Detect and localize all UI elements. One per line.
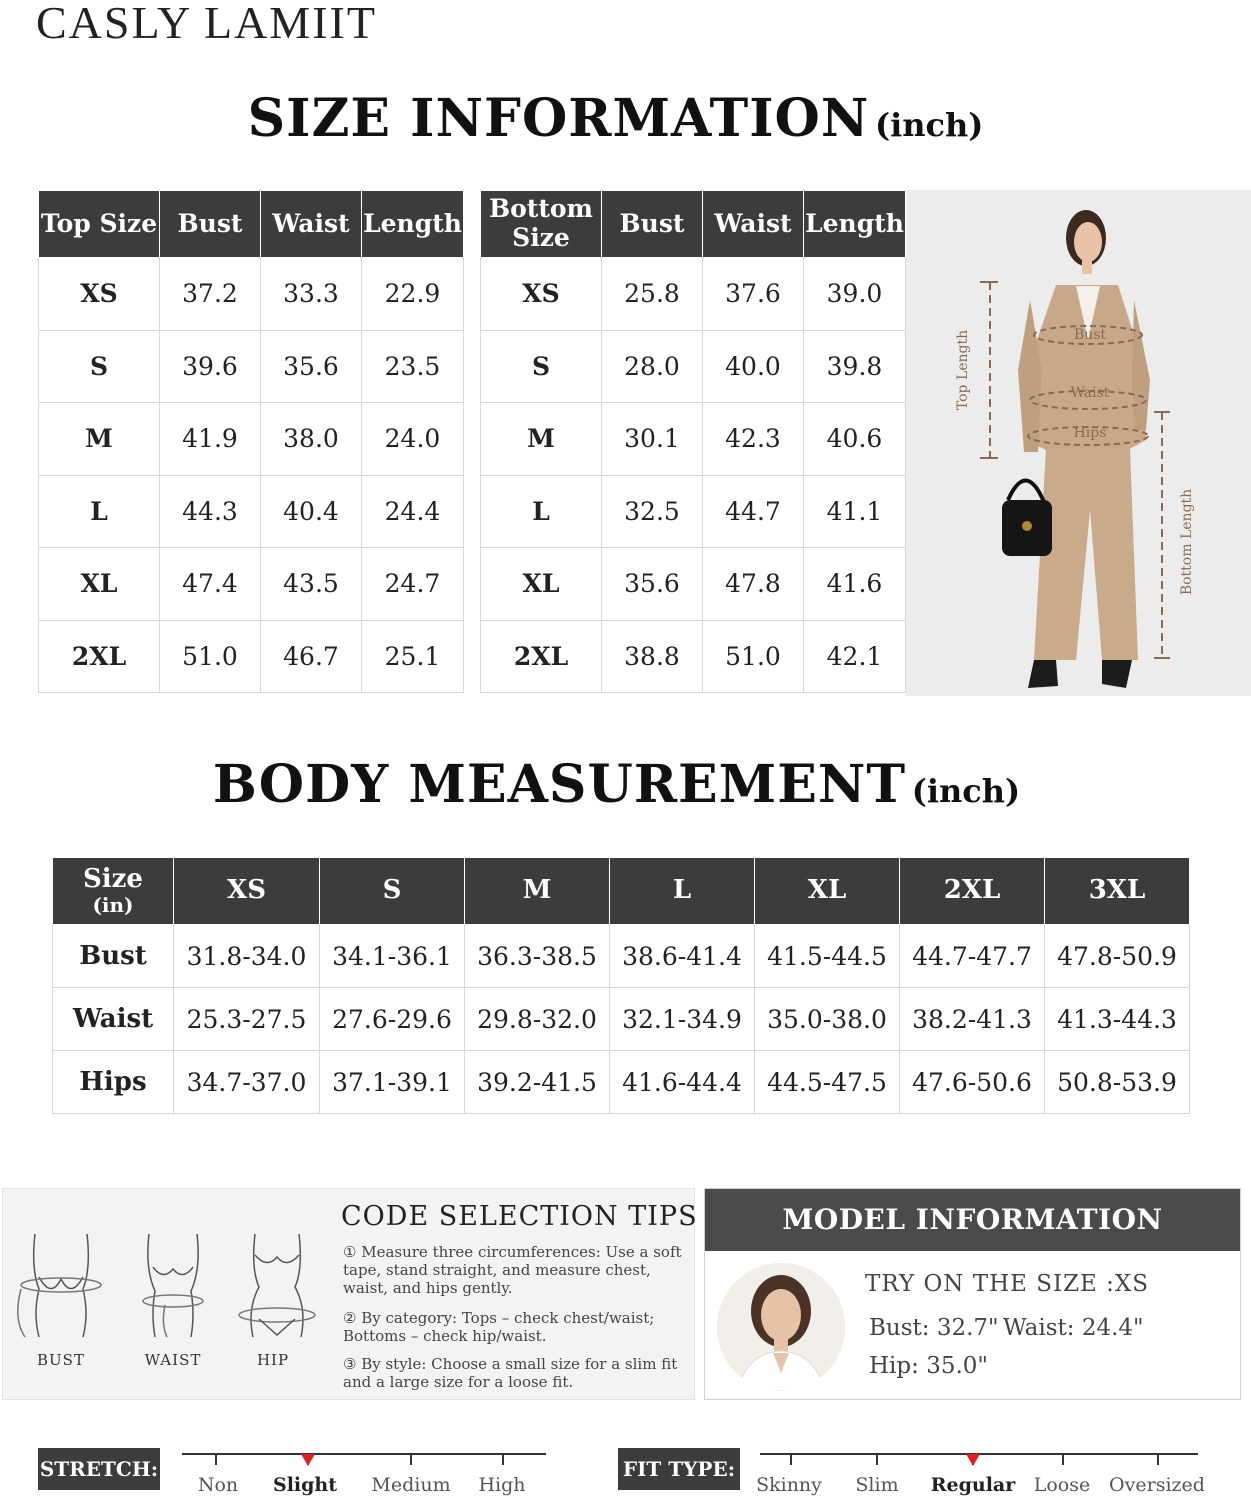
measurement-cell: 24.4 [362,475,464,548]
top-length-label: Top Length [955,329,971,411]
size-label-cell: S [39,330,160,403]
bottom-size-table [480,190,906,693]
measurement-cell: 37.1-39.1 [320,1051,465,1114]
measurement-cell: 25.1 [362,620,464,693]
measurement-cell: 34.7-37.0 [174,1051,320,1114]
waist-figure-label: WAIST [144,1351,202,1369]
bust-figure-label: BUST [37,1351,85,1369]
measurement-cell: 35.6 [261,330,362,403]
model-waist: Waist: 24.4" [1003,1315,1144,1341]
body-measurement-unit: (inch) [911,772,1021,810]
model-information-panel [704,1188,1241,1400]
size-column-header: L [610,858,755,925]
measurement-cell: 47.6-50.6 [900,1051,1045,1114]
size-label-cell: 2XL [481,620,602,693]
bust-label: Bust [1073,327,1107,343]
measurement-cell: 36.3-38.5 [465,925,610,988]
table-row [481,620,906,693]
scale-tick [1062,1453,1064,1465]
measurement-cell: 32.5 [602,475,703,548]
measurement-cell: 24.7 [362,548,464,621]
hip-figure-icon [229,1229,325,1339]
measurement-cell: 23.5 [362,330,464,403]
measurement-cell: 39.0 [804,258,906,331]
tips-title: CODE SELECTION TIPS [341,1201,698,1232]
waist-label: Waist [1070,385,1110,401]
measurement-cell: 44.7-47.7 [900,925,1045,988]
measurement-cell: 40.0 [703,330,804,403]
tip-item: ③ By style: Choose a small size for a slim fit and a large size for a loose fit. [343,1355,678,1391]
table-row [53,925,1190,988]
measurement-label-cell: Hips [53,1051,174,1114]
measurement-cell: 22.9 [362,258,464,331]
measurement-cell: 32.1-34.9 [610,988,755,1051]
table-row [39,548,464,621]
measurement-label-cell: Bust [53,925,174,988]
size-column-header: XL [755,858,900,925]
table-row [481,403,906,476]
measurement-cell: 51.0 [703,620,804,693]
body-measurement-heading [0,754,1242,815]
scale-tick [410,1453,412,1465]
size-label-cell: L [481,475,602,548]
measurement-cell: 41.6 [804,548,906,621]
measurement-cell: 41.3-44.3 [1045,988,1190,1051]
measurement-cell: 27.6-29.6 [320,988,465,1051]
model-hip: Hip: 35.0" [869,1353,988,1379]
table-header: Bust [160,191,261,258]
size-column-header: XS [174,858,320,925]
measurement-cell: 35.6 [602,548,703,621]
size-column-header: 3XL [1045,858,1190,925]
table-row [39,403,464,476]
size-column-header: S [320,858,465,925]
scale-option: Loose [1033,1474,1091,1496]
table-row [53,1051,1190,1114]
table-header: Length [804,191,906,258]
measurement-cell: 34.1-36.1 [320,925,465,988]
code-selection-tips-panel [2,1188,698,1400]
size-column-header: 2XL [900,858,1045,925]
measurement-cell: 33.3 [261,258,362,331]
stretch-scale-line [182,1453,546,1455]
waist-figure-icon [125,1229,221,1339]
scale-option: Slight [272,1474,338,1496]
measurement-cell: 41.1 [804,475,906,548]
measurement-cell: 41.9 [160,403,261,476]
table-header: Bust [602,191,703,258]
corner-unit: (in) [92,893,134,918]
corner-label: Size [83,863,143,894]
table-row [53,988,1190,1051]
scale-option: Skinny [756,1474,822,1496]
size-label-cell: M [39,403,160,476]
scale-option: Slim [855,1474,899,1496]
measurement-cell: 38.0 [261,403,362,476]
measurement-cell: 39.6 [160,330,261,403]
measurement-cell: 43.5 [261,548,362,621]
hips-label: Hips [1073,425,1107,441]
bust-figure-icon [13,1229,109,1339]
body-measurement-table [52,857,1190,1114]
scale-option: Oversized [1109,1474,1205,1496]
measurement-cell: 40.6 [804,403,906,476]
table-row [39,330,464,403]
model-bust: Bust: 32.7" [869,1315,999,1341]
model-measurement-figure [906,190,1251,696]
measurement-cell: 31.8-34.0 [174,925,320,988]
tip-item: ① Measure three circumferences: Use a soft tape, stand straight, and measure chest, waist, and hips gently. [343,1243,682,1297]
size-information-unit: (inch) [874,106,984,144]
measurement-cell: 46.7 [261,620,362,693]
measurement-cell: 44.5-47.5 [755,1051,900,1114]
model-portrait-icon [717,1263,845,1391]
size-label-cell: M [481,403,602,476]
measurement-cell: 25.8 [602,258,703,331]
measurement-cell: 35.0-38.0 [755,988,900,1051]
try-on-size: TRY ON THE SIZE :XS [865,1271,1150,1297]
measurement-cell: 24.0 [362,403,464,476]
measurement-cell: 47.8-50.9 [1045,925,1190,988]
measurement-cell: 44.7 [703,475,804,548]
table-header: Top Size [39,191,160,258]
scale-tick [215,1453,217,1465]
size-label-cell: XL [39,548,160,621]
scale-option: Non [197,1474,239,1496]
measurement-cell: 44.3 [160,475,261,548]
size-information-title: SIZE INFORMATION [247,88,870,149]
stretch-label: STRETCH: [38,1448,160,1490]
measurement-cell: 37.6 [703,258,804,331]
table-header: Length [362,191,464,258]
size-column-header: M [465,858,610,925]
table-header: Bottom Size [481,191,602,258]
measurement-cell: 38.8 [602,620,703,693]
size-label-cell: XS [39,258,160,331]
measurement-cell: 50.8-53.9 [1045,1051,1190,1114]
size-label-cell: 2XL [39,620,160,693]
bottom-length-label: Bottom Length [1179,488,1195,596]
size-label-cell: XS [481,258,602,331]
fit-type-label: FIT TYPE: [618,1448,740,1490]
measurement-cell: 38.2-41.3 [900,988,1045,1051]
brand-logo: CASLY LAMIIT [36,0,377,48]
measurement-label-cell: Waist [53,988,174,1051]
table-header: Waist [261,191,362,258]
scale-tick [1157,1453,1159,1465]
model-information-title: MODEL INFORMATION [705,1189,1240,1251]
size-label-cell: S [481,330,602,403]
tip-item: ② By category: Tops – check chest/waist; Bottoms – check hip/waist. [343,1309,655,1345]
model-avatar [717,1263,845,1391]
measurement-cell: 30.1 [602,403,703,476]
scale-option: Regular [930,1474,1016,1496]
scale-option: Medium [371,1474,451,1496]
table-row [481,475,906,548]
table-header: Waist [703,191,804,258]
measurement-cell: 40.4 [261,475,362,548]
scale-tick [502,1453,504,1465]
table-row [39,620,464,693]
table-row [481,258,906,331]
table-row [39,475,464,548]
model-suit-illustration [906,190,1251,696]
measurement-cell: 25.3-27.5 [174,988,320,1051]
table-row [481,548,906,621]
scale-tick [876,1453,878,1465]
table-corner-header [53,858,174,925]
scale-option: High [478,1474,526,1496]
measurement-cell: 39.2-41.5 [465,1051,610,1114]
top-size-table [38,190,464,693]
selected-marker-icon [966,1454,980,1466]
measurement-cell: 37.2 [160,258,261,331]
measurement-cell: 29.8-32.0 [465,988,610,1051]
size-label-cell: XL [481,548,602,621]
measurement-cell: 28.0 [602,330,703,403]
measurement-cell: 41.6-44.4 [610,1051,755,1114]
table-row [39,258,464,331]
table-row [481,330,906,403]
body-measurement-title: BODY MEASUREMENT [212,754,907,815]
measurement-cell: 51.0 [160,620,261,693]
measurement-cell: 47.4 [160,548,261,621]
measurement-cell: 42.1 [804,620,906,693]
size-information-heading [0,88,1241,149]
selected-marker-icon [301,1454,315,1466]
measurement-cell: 41.5-44.5 [755,925,900,988]
measurement-cell: 47.8 [703,548,804,621]
measurement-cell: 42.3 [703,403,804,476]
size-label-cell: L [39,475,160,548]
hip-figure-label: HIP [256,1351,290,1369]
scale-tick [790,1453,792,1465]
measurement-cell: 38.6-41.4 [610,925,755,988]
measurement-cell: 39.8 [804,330,906,403]
